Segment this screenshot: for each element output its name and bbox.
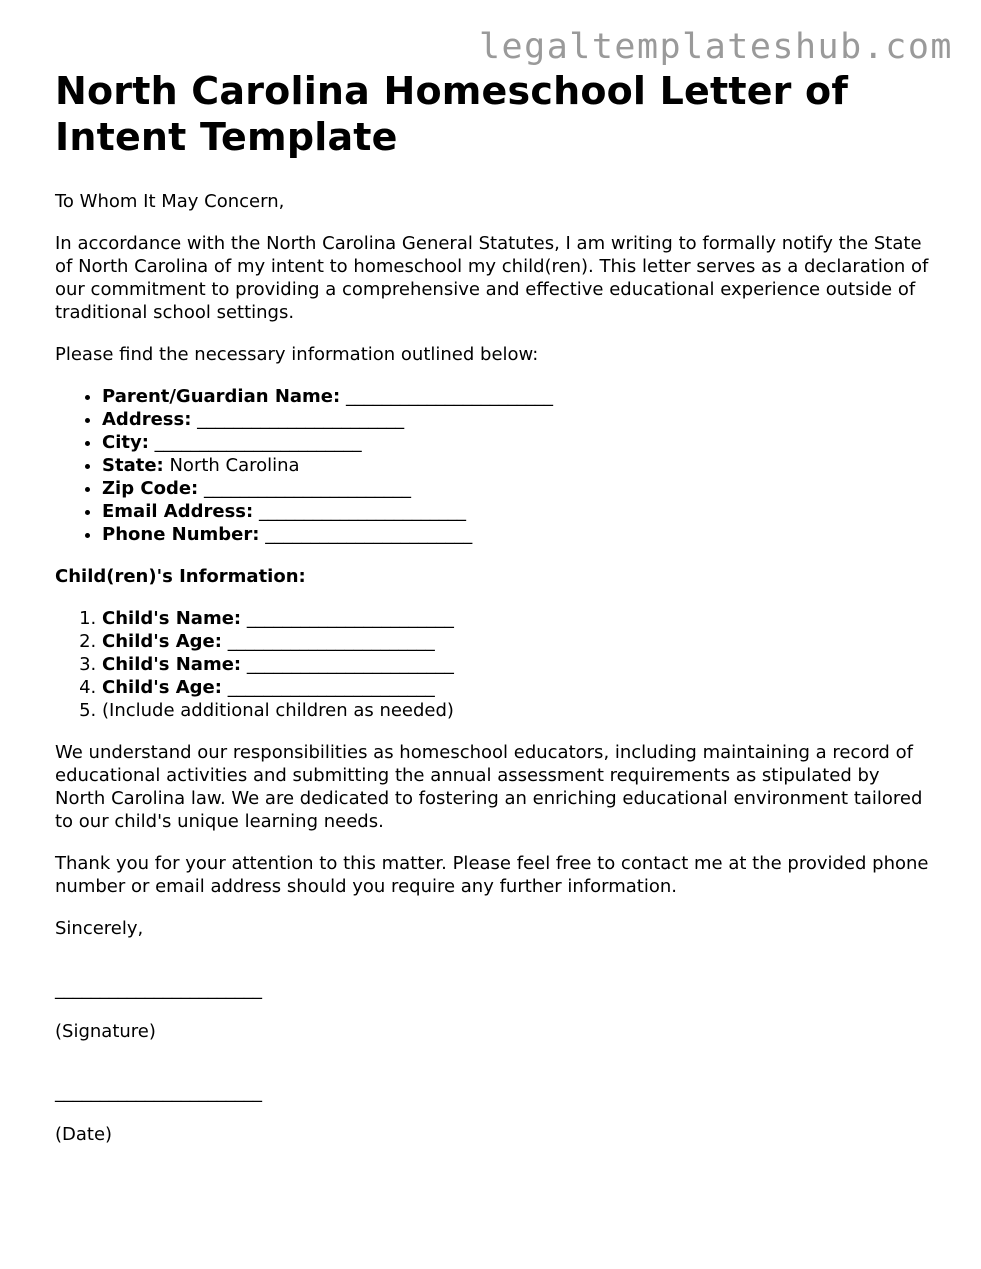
field-value: _______________________ [345, 386, 553, 407]
field-value: _______________________ [227, 631, 435, 652]
list-item-child-age-2 [102, 676, 935, 699]
field-label: Address: [102, 409, 192, 430]
field-label: Child's Name: [102, 654, 242, 675]
field-label: Parent/Guardian Name: [102, 386, 341, 407]
list-item-parent-name [102, 385, 935, 408]
watermark: legaltemplateshub.com [478, 27, 953, 67]
field-value: _______________________ [227, 677, 435, 698]
field-label: Phone Number: [102, 524, 260, 545]
document-body [55, 68, 935, 1146]
list-item-zip-code [102, 477, 935, 500]
field-value: North Carolina [169, 455, 300, 476]
list-item-child-name-2 [102, 653, 935, 676]
list-item-state [102, 454, 935, 477]
field-label: Email Address: [102, 501, 254, 522]
list-item-address [102, 408, 935, 431]
intro-paragraph: In accordance with the North Carolina General Statutes, I am writing to formally notify the State of North Carolina of my intent to homeschool my child(ren). This letter serves as a declaration of our commitment to providing a comprehensive and effective educational experience outside of traditional school settings. [55, 233, 929, 323]
field-value: _______________________ [265, 524, 473, 545]
list-item-additional-children [102, 699, 935, 722]
closing-paragraph: Thank you for your attention to this matter. Please feel free to contact me at the provided phone number or email address should you require any further information. [55, 853, 929, 897]
field-value: (Include additional children as needed) [102, 700, 454, 721]
list-item-city [102, 431, 935, 454]
field-value: _______________________ [154, 432, 362, 453]
date-caption: (Date) [55, 1124, 113, 1145]
list-item-child-age-1 [102, 630, 935, 653]
signature-line: _______________________ [55, 979, 262, 1000]
field-value: _______________________ [203, 478, 411, 499]
children-heading: Child(ren)'s Information: [55, 566, 306, 587]
children-info-list [55, 607, 935, 722]
field-value: _______________________ [246, 608, 454, 629]
field-label: City: [102, 432, 149, 453]
field-value: _______________________ [258, 501, 466, 522]
parent-info-list [55, 385, 935, 546]
field-label: Child's Name: [102, 608, 242, 629]
field-value: _______________________ [197, 409, 405, 430]
field-label: Child's Age: [102, 677, 222, 698]
list-item-phone [102, 523, 935, 546]
info-prompt: Please find the necessary information outlined below: [55, 344, 539, 365]
responsibility-paragraph: We understand our responsibilities as homeschool educators, including maintaining a record of educational activities and submitting the annual assessment requirements as stipulated by North Carolina law. We are dedicated to fostering an enriching educational environment tailored to our child's unique learning needs. [55, 742, 923, 832]
field-label: State: [102, 455, 164, 476]
signature-caption: (Signature) [55, 1021, 156, 1042]
field-label: Child's Age: [102, 631, 222, 652]
date-line: _______________________ [55, 1082, 262, 1103]
sign-off: Sincerely, [55, 918, 144, 939]
field-label: Zip Code: [102, 478, 199, 499]
greeting: To Whom It May Concern, [55, 191, 285, 212]
page-title: North Carolina Homeschool Letter of Intent Template [55, 69, 849, 159]
field-value: _______________________ [246, 654, 454, 675]
list-item-child-name-1 [102, 607, 935, 630]
list-item-email [102, 500, 935, 523]
